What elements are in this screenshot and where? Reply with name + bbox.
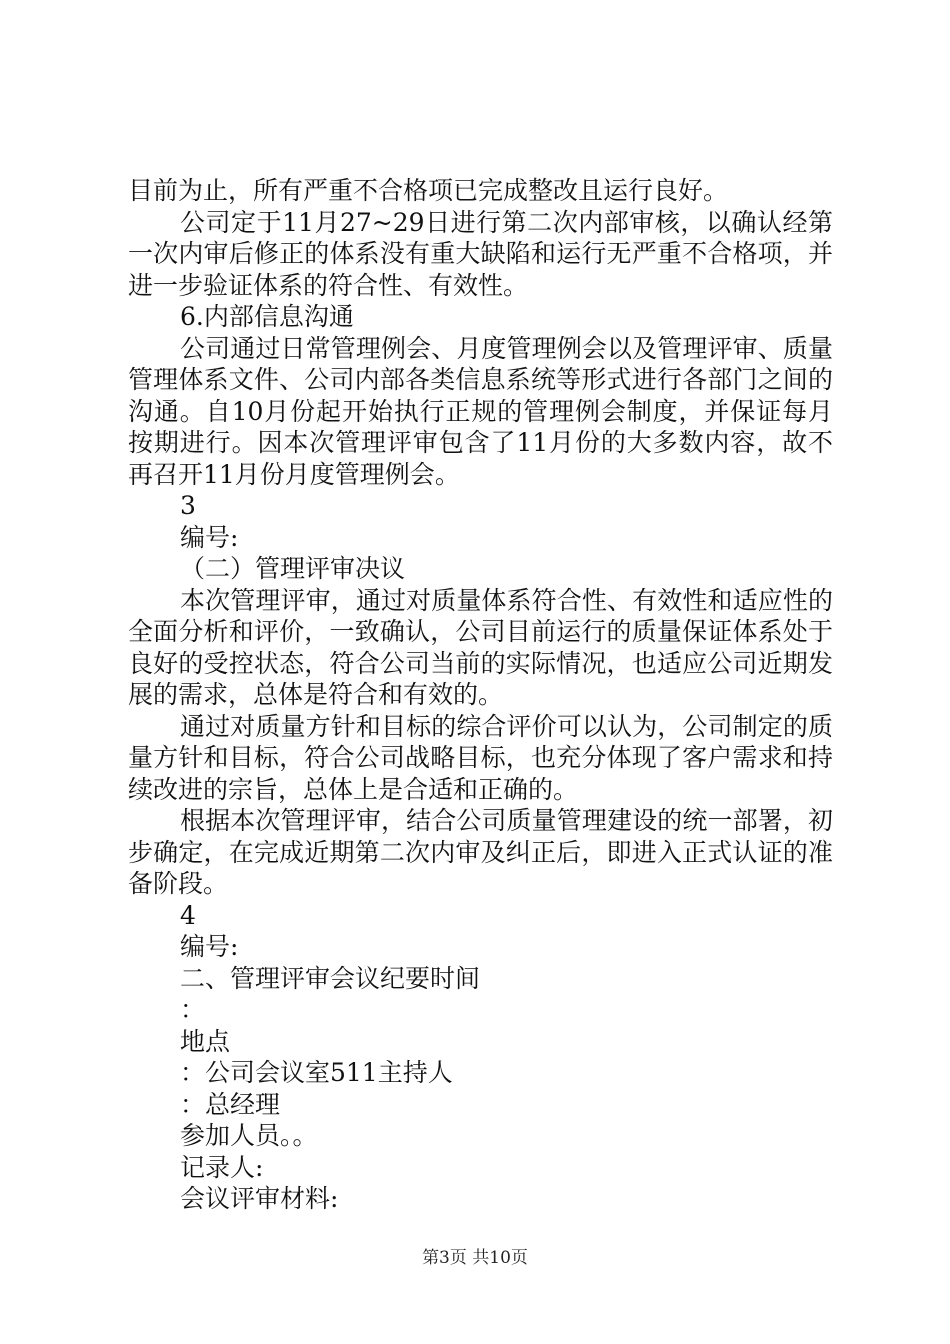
minutes-attendees: 参加人员。。 <box>180 1121 318 1150</box>
section-heading-resolution: （二）管理评审决议 <box>180 554 406 583</box>
page-number-label: 3 <box>180 491 196 520</box>
minutes-location-label: 地点 <box>180 1026 231 1056</box>
document-body <box>128 175 833 1215</box>
paragraph-resolution-3: 根据本次管理评审，结合公司质量管理建设的统一部署，初步确定，在完成近期第二次内审及纠正后，即进入正式认证的准备阶段。 <box>128 806 833 898</box>
minutes-materials: 会议评审材料: <box>180 1184 339 1213</box>
section-heading-communication: 6.内部信息沟通 <box>180 302 354 331</box>
paragraph-resolution-1: 本次管理评审，通过对质量体系符合性、有效性和适应性的全面分析和评价，一致确认，公司目前运行的质量保证体系处于良好的受控状态，符合公司当前的实际情况，也适应公司近期发展的需求，总体是符合和有效的。 <box>128 585 833 709</box>
minutes-host-value: ：总经理 <box>180 1089 281 1119</box>
paragraph-continuation: 目前为止，所有严重不合格项已完成整改且运行良好。 <box>128 176 729 205</box>
number-label: 编号: <box>180 522 239 552</box>
minutes-location-host: ：公司会议室511主持人 <box>180 1058 453 1087</box>
minutes-recorder: 记录人: <box>180 1152 264 1182</box>
page-number-label: 4 <box>180 900 196 930</box>
paragraph-communication: 公司通过日常管理例会、月度管理例会以及管理评审、质量管理体系文件、公司内部各类信息系统等形式进行各部门之间的沟通。自10月份起开始执行正规的管理例会制度，并保证每月按期进行。因本次管理评审包含了11月份的大多数内容，故不再召开11月份月度管理例会。 <box>128 333 833 489</box>
paragraph-internal-audit: 公司定于11月27~29日进行第二次内部审核，以确认经第一次内审后修正的体系没有重大缺陷和运行无严重不合格项，并进一步验证体系的符合性、有效性。 <box>128 207 833 300</box>
page-footer: 第3页 共10页 <box>422 1248 528 1268</box>
minutes-colon: ： <box>180 995 206 1024</box>
number-label: 编号: <box>180 932 239 961</box>
section-heading-minutes: 二、管理评审会议纪要时间 <box>180 963 481 993</box>
paragraph-resolution-2: 通过对质量方针和目标的综合评价可以认为，公司制定的质量方针和目标，符合公司战略目标，也充分体现了客户需求和持续改进的宗旨，总体上是合适和正确的。 <box>128 711 833 804</box>
